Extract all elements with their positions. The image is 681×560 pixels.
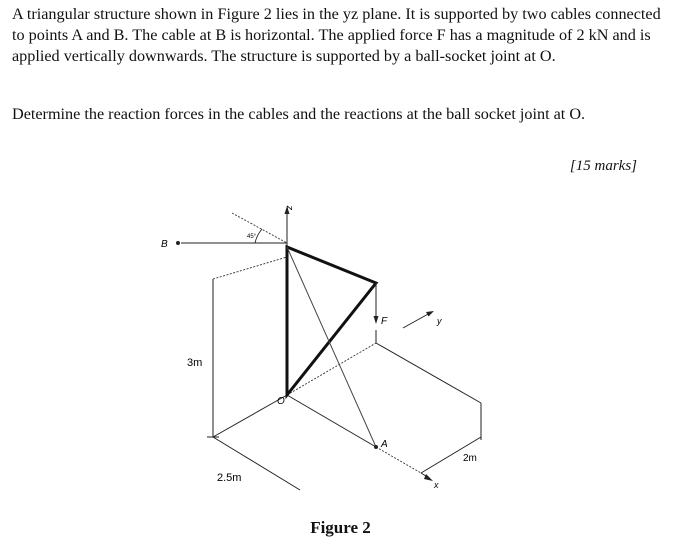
force-arrowhead xyxy=(374,316,379,324)
top-left-dashed xyxy=(213,257,287,279)
y-axis-line xyxy=(403,313,430,328)
point-b-dot xyxy=(176,241,180,245)
point-a-dot xyxy=(374,445,378,449)
dim-width-label: 2.5m xyxy=(217,472,242,484)
x-axis-label: x xyxy=(434,480,439,490)
origin-label: O xyxy=(277,396,285,407)
force-label: F xyxy=(381,316,388,327)
right-diagonal-line xyxy=(376,343,481,403)
y-axis-label: y xyxy=(437,316,442,326)
triangular-structure xyxy=(287,247,376,395)
point-b-label: B xyxy=(161,239,168,250)
dim-height-label: 3m xyxy=(187,357,203,369)
figure-caption: Figure 2 xyxy=(310,518,371,537)
angle-label: 45° xyxy=(247,234,257,240)
base-to-x-dashed xyxy=(376,447,421,473)
point-a-label: A xyxy=(381,439,388,450)
problem-paragraph-1: A triangular structure shown in Figure 2 lies in the yz plane. It is supported by two cables connected to points A and B. The cable at B is horizontal. The applied force F has a magnitude of 2 kN and is applied vertically downwards. The structure is supported by a ball-socket joint at O. xyxy=(12,5,661,65)
x-axis-arrowhead xyxy=(424,474,433,481)
base-line-to-a xyxy=(287,395,376,447)
angle-construction-line xyxy=(232,213,287,243)
marks-label: [15 marks] xyxy=(569,158,637,174)
dim-width-line-2 xyxy=(213,395,287,437)
y-axis-dashed xyxy=(287,343,376,395)
dim-depth-label: 2m xyxy=(463,453,477,464)
z-axis-label: z xyxy=(284,205,294,210)
problem-paragraph-2: Determine the reaction forces in the cables and the reactions at the ball socket joint at O. xyxy=(12,105,586,123)
y-axis-arrowhead xyxy=(426,311,434,317)
